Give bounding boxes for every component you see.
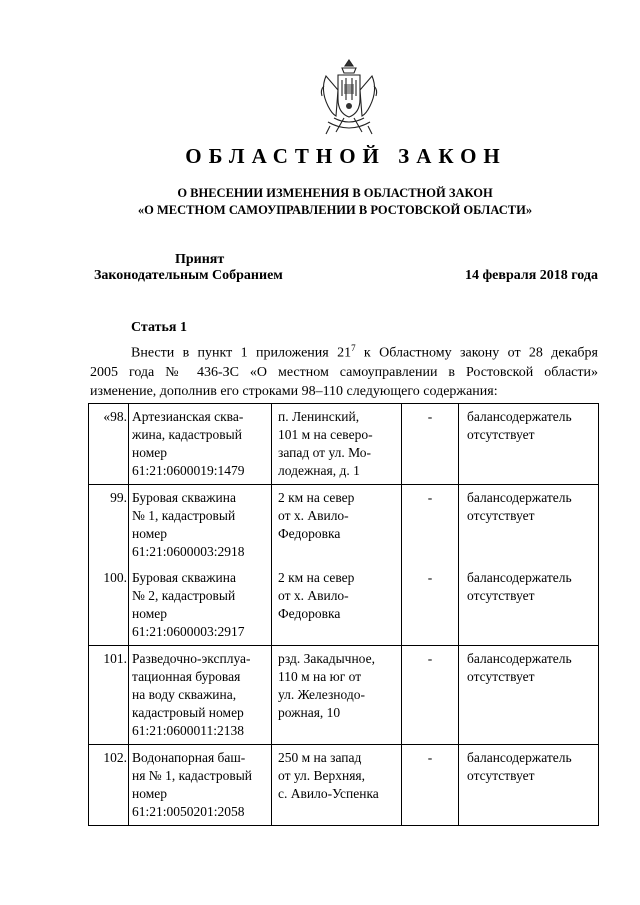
owner-cell: балансодержатель отсутствует	[467, 651, 572, 684]
article-line: 2005 года № 436-ЗС «О местном самоуправлении в Ростовской области»	[90, 364, 598, 380]
accepted-date: 14 февраля 2018 года	[465, 268, 598, 283]
location-cell: 250 м на запад от ул. Верхняя, с. Авило-Успенка	[272, 745, 402, 825]
article-text	[90, 339, 598, 401]
row-number: 100.	[89, 565, 129, 645]
object-cell: Разведочно-эксплуа- тационная буровая на воду скважина, кадастровый номер 61:21:0600011:2138	[129, 646, 272, 744]
row-number: «98.	[89, 404, 129, 484]
owner-cell: балансодержатель отсутствует	[467, 409, 572, 442]
dash-cell: -	[402, 565, 459, 645]
table-row	[89, 745, 598, 825]
subtitle-line: О ВНЕСЕНИИ ИЗМЕНЕНИЯ В ОБЛАСТНОЙ ЗАКОН	[177, 186, 493, 200]
dash-cell: -	[402, 485, 459, 565]
amendment-table	[88, 403, 599, 826]
article-line: Внести в пункт 1 приложения $21^7$ к Областному закону от 28 декабря	[131, 343, 598, 361]
law-title: ОБЛАСТНОЙ ЗАКОН	[185, 144, 507, 168]
article-line: изменение, дополнив его строками 98–110 следующего содержания:	[90, 383, 498, 399]
row-number: 102.	[89, 745, 129, 825]
subtitle-line: «О МЕСТНОМ САМОУПРАВЛЕНИИ В РОСТОВСКОЙ ОБЛАСТИ»	[137, 203, 533, 217]
object-cell: Буровая скважина № 1, кадастровый номер 61:21:0600003:2918	[129, 485, 272, 565]
object-cell: Артезианская сква- жина, кадастровый номер 61:21:0600019:1479	[129, 404, 272, 484]
owner-cell: балансодержатель отсутствует	[467, 750, 572, 783]
row-number: 99.	[89, 485, 129, 565]
location-cell: рзд. Закадычное, 110 м на юг от ул. Железнодо- рожная, 10	[272, 646, 402, 744]
coat-of-arms-icon	[314, 58, 384, 136]
superscript: 7	[351, 343, 356, 353]
table-row	[89, 646, 598, 745]
law-subtitle	[100, 185, 570, 219]
dash-cell: -	[402, 404, 459, 484]
row-number: 101.	[89, 646, 129, 744]
object-cell: Водонапорная баш- ня № 1, кадастровый номер 61:21:0050201:2058	[129, 745, 272, 825]
table-row	[89, 404, 598, 485]
accepted-body: Законодательным Собранием	[94, 268, 283, 283]
location-cell: п. Ленинский, 101 м на северо- запад от ул. Мо- лодежная, д. 1	[272, 404, 402, 484]
table-row	[89, 565, 598, 646]
article-heading: Статья 1	[131, 320, 187, 335]
location-cell: 2 км на север от х. Авило- Федоровка	[272, 565, 402, 645]
dash-cell: -	[402, 745, 459, 825]
owner-cell: балансодержатель отсутствует	[467, 490, 572, 523]
table-row	[89, 485, 598, 565]
object-cell: Буровая скважина № 2, кадастровый номер 61:21:0600003:2917	[129, 565, 272, 645]
dash-cell: -	[402, 646, 459, 744]
location-cell: 2 км на север от х. Авило- Федоровка	[272, 485, 402, 565]
owner-cell: балансодержатель отсутствует	[467, 570, 572, 603]
accepted-label: Принят	[175, 252, 225, 267]
